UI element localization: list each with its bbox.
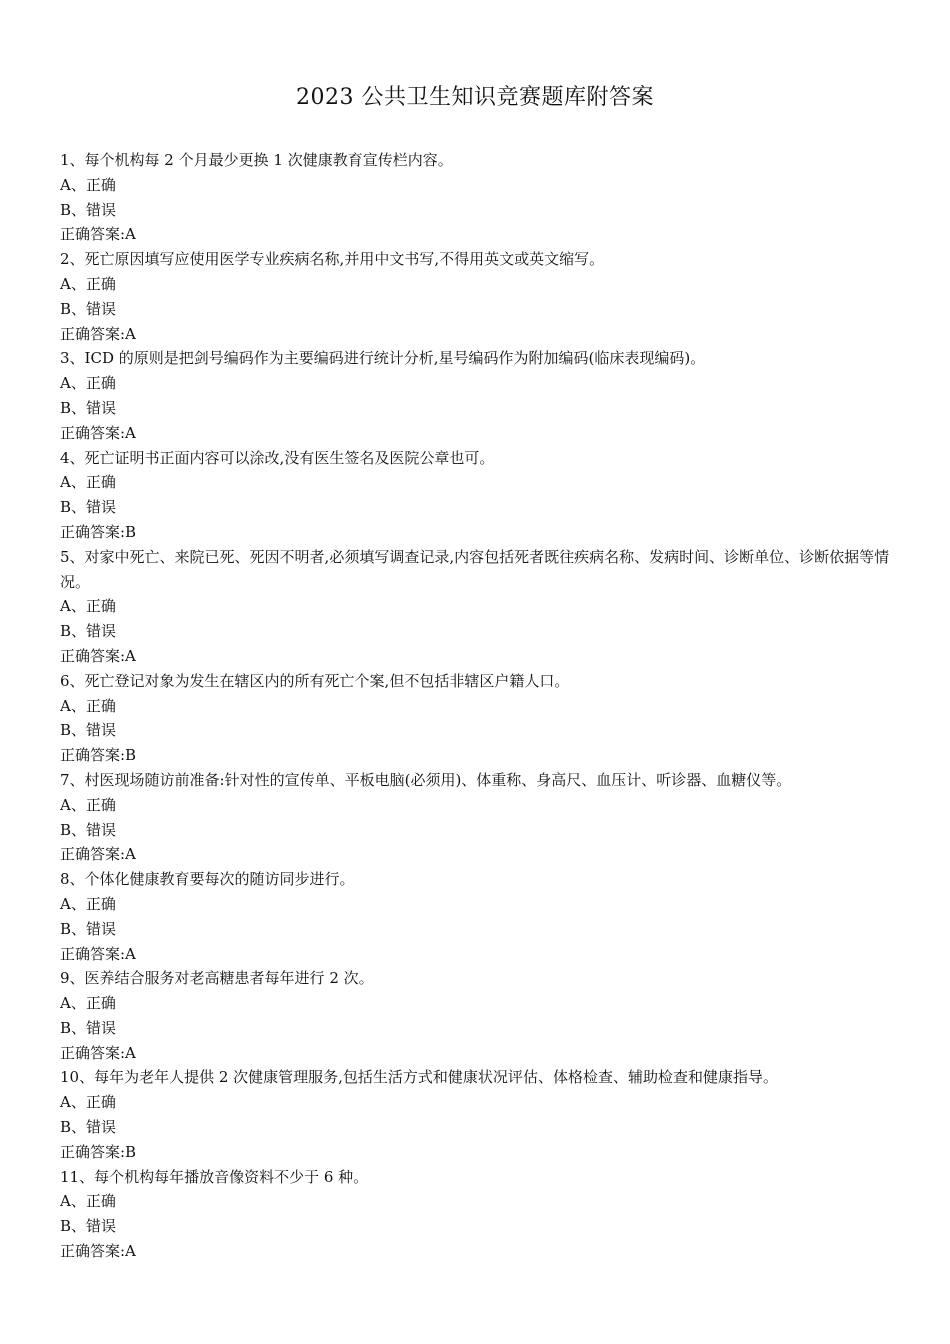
question-item [60, 1065, 890, 1164]
question-item [60, 768, 890, 867]
question-text: 3、ICD 的原则是把剑号编码作为主要编码进行统计分析,星号编码作为附加编码(临床表现编码)。 [60, 349, 706, 368]
correct-answer: 正确答案:A [60, 324, 136, 343]
question-item [60, 1165, 890, 1264]
question-text: 10、每年为老年人提供 2 次健康管理服务,包括生活方式和健康状况评估、体格检查、辅助检查和健康指导。 [60, 1068, 778, 1087]
option-a: A、正确 [60, 274, 116, 293]
option-b: B、错误 [60, 820, 117, 839]
question-text: 7、村医现场随访前准备:针对性的宣传单、平板电脑(必须用)、体重称、身高尺、血压计、听诊器、血糖仪等。 [60, 770, 792, 789]
question-text: 11、每个机构每年播放音像资料不少于 6 种。 [60, 1167, 369, 1186]
document-title: 2023 公共卫生知识竞赛题库附答案 [296, 85, 654, 110]
correct-answer: 正确答案:A [60, 1242, 136, 1261]
option-b: B、错误 [60, 498, 117, 517]
correct-answer: 正确答案:A [60, 423, 136, 442]
option-a: A、正确 [60, 473, 116, 492]
option-a: A、正确 [60, 994, 116, 1013]
correct-answer: 正确答案:A [60, 944, 136, 963]
correct-answer: 正确答案:A [60, 845, 136, 864]
question-item [60, 446, 890, 545]
option-b: B、错误 [60, 919, 117, 938]
correct-answer: 正确答案:B [60, 746, 137, 765]
question-list [60, 148, 890, 1264]
option-b: B、错误 [60, 200, 117, 219]
option-a: A、正确 [60, 1192, 116, 1211]
correct-answer: 正确答案:B [60, 1142, 137, 1161]
question-text: 9、医养结合服务对老高糖患者每年进行 2 次。 [60, 969, 374, 988]
question-text: 1、每个机构每 2 个月最少更换 1 次健康教育宣传栏内容。 [60, 151, 453, 169]
question-item [60, 148, 890, 247]
question-item [60, 346, 890, 445]
question-item [60, 966, 890, 1065]
correct-answer: 正确答案:A [60, 1043, 136, 1062]
question-item [60, 545, 890, 669]
option-a: A、正确 [60, 597, 116, 616]
correct-answer: 正确答案:B [60, 522, 137, 541]
question-text: 6、死亡登记对象为发生在辖区内的所有死亡个案,但不包括非辖区户籍人口。 [60, 671, 570, 690]
option-b: B、错误 [60, 398, 117, 417]
option-a: A、正确 [60, 795, 116, 814]
option-a: A、正确 [60, 1093, 116, 1112]
question-text: 2、死亡原因填写应使用医学专业疾病名称,并用中文书写,不得用英文或英文缩写。 [60, 250, 605, 269]
option-b: B、错误 [60, 1217, 117, 1236]
option-b: B、错误 [60, 1018, 117, 1037]
correct-answer: 正确答案:A [60, 646, 136, 665]
option-a: A、正确 [60, 696, 116, 715]
option-b: B、错误 [60, 299, 117, 318]
option-a: A、正确 [60, 894, 116, 913]
option-b: B、错误 [60, 1118, 117, 1137]
question-item [60, 867, 890, 966]
question-text: 8、个体化健康教育要每次的随访同步进行。 [60, 870, 355, 889]
option-a: A、正确 [60, 175, 116, 194]
question-item [60, 247, 890, 346]
option-a: A、正确 [60, 374, 116, 393]
option-b: B、错误 [60, 622, 117, 641]
correct-answer: 正确答案:A [60, 225, 136, 244]
option-b: B、错误 [60, 721, 117, 740]
question-text: 4、死亡证明书正面内容可以涂改,没有医生签名及医院公章也可。 [60, 448, 495, 467]
question-text: 5、对家中死亡、来院已死、死因不明者,必须填写调查记录,内容包括死者既往疾病名称、发病时间、诊断单位、诊断依据等情况。 [60, 547, 890, 591]
question-item [60, 669, 890, 768]
